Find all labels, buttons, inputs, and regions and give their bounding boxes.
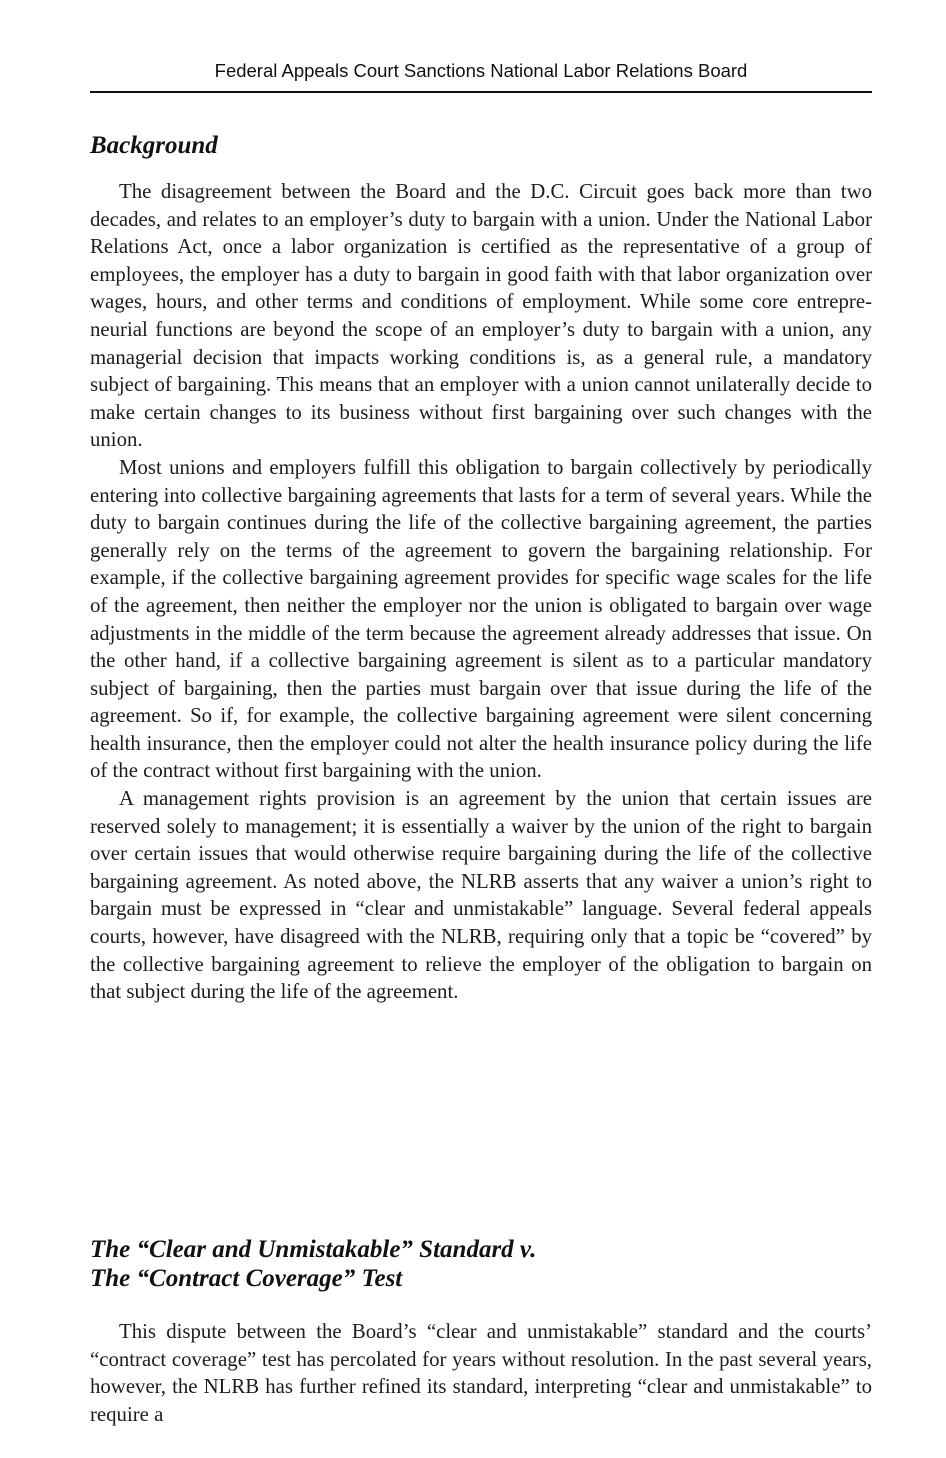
header-rule (90, 91, 872, 93)
heading-line: The “Contract Coverage” Test (90, 1265, 403, 1292)
paragraph: Most unions and employers fulfill this obligation to bargain collectively by periodically entering into collective bargaining agreements that lasts for a term of several years. While the duty to bargain continues during the life of the collective bargaining agreement, the parties generally rely on the terms of the agreement to govern the bargaining relationship. For example, if the collective bargaining agreement provides for specific wage scales for the life of the agreement, then neither the employer nor the union is obligated to bargain over wage adjustments in the middle of the term because the agreement already addresses that issue. On the other hand, if a collective bargaining agreement is silent as to a particular mandatory subject of bargaining, then the parties must bargain over that issue during the life of the agreement. So if, for example, the collective bargaining agreement were silent concerning health insurance, then the employer could not alter the health insurance policy during the life of the contract without first bargaining with the union. (90, 455, 872, 783)
paragraph: A management rights provision is an agreement by the union that certain issues are reserved solely to management; it is essentially a waiver by the union of the right to bargain over certain issues that would otherwise require bargaining during the life of the collective bargaining agreement. As noted above, the NLRB asserts that any waiver a union’s right to bargain must be expressed in “clear and unmistakable” language. Several federal appeals courts, however, have disagreed with the NLRB, requiring only that a topic be “covered” by the collective bargaining agreement to relieve the employer of the obligation to bargain on that subject during the life of the agreement. (90, 787, 872, 1004)
section-body-standard-vs-test (90, 1318, 872, 1428)
heading-line: The “Clear and Unmistakable” Standard v. (90, 1236, 537, 1263)
section-body-background (90, 178, 872, 1006)
section-heading-standard-vs-test (90, 1235, 872, 1293)
running-header: Federal Appeals Court Sanctions National Labor Relations Board (214, 60, 748, 81)
paragraph: This dispute between the Board’s “clear and unmistakable” standard and the courts’ “contract coverage” test has percolated for years without resolution. In the past several years, however, the NLRB has further refined its standard, interpreting “clear and unmistakable” to require a (90, 1320, 872, 1426)
paragraph: The disagreement between the Board and the D.C. Circuit goes back more than two decades, and relates to an employer’s duty to bargain with a union. Under the National Labor Relations Act, once a labor organization is certified as the representative of a group of employees, the employer has a duty to bargain in good faith with that labor organization over wages, hours, and other terms and conditions of employment. While some core entrepreneurial functions are beyond the scope of an employer’s duty to bargain with a union, any managerial decision that impacts working conditions is, as a general rule, a mandatory subject of bargaining. This means that an employer with a union cannot unilaterally decide to make certain changes to its business without first bargaining over such changes with the union. (90, 180, 872, 452)
section-heading-background: Background (90, 132, 218, 159)
